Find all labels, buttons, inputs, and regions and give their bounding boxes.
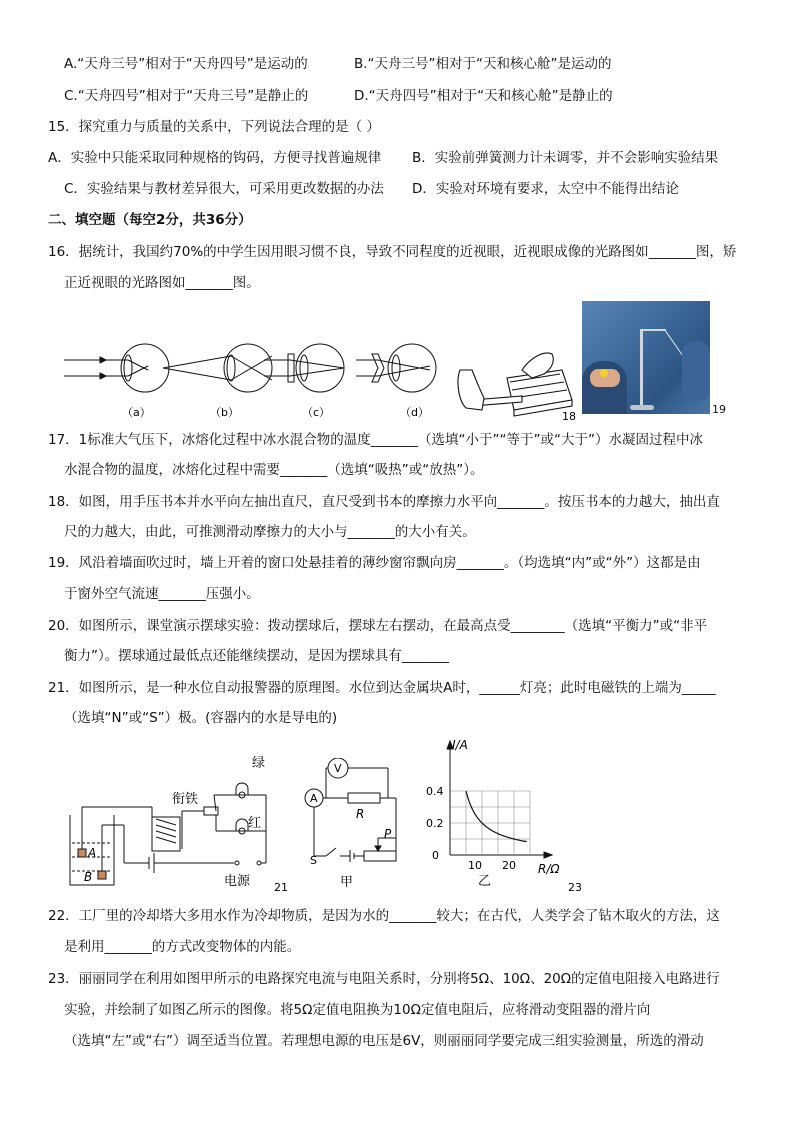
q23-line1: 23．丽丽同学在利用如图甲所示的电路探究电流与电阻关系时，分别将5Ω、10Ω、20Ω的定值电阻接入电路进行	[48, 971, 720, 987]
green-lamp-label: 绿	[252, 756, 266, 771]
q21-line2: （选填“N”或“S”）极。(容器内的水是导电的)	[64, 710, 338, 726]
graph-ylabel: I/A	[452, 738, 468, 752]
q17-line1: 17．1标准大气压下，冰熔化过程中冰水混合物的温度_______（选填“小于”“等于”或“大于”）水凝固过程中冰	[48, 432, 703, 448]
red-lamp-label: 红	[248, 816, 262, 831]
ytick-04: 0.4	[426, 785, 444, 798]
q19-line2: 于窗外空气流速_______压强小。	[64, 586, 260, 602]
q21-line1: 21．如图所示，是一种水位自动报警器的原理图。水位到达金属块A时，______灯亮；此时电磁铁的上端为_____	[48, 680, 716, 696]
fig-label-a: （a）	[122, 406, 151, 419]
xtick-10: 10	[468, 859, 482, 872]
fig21-number: 21	[274, 881, 288, 893]
fig23-number: 23	[568, 881, 582, 893]
q19-line1: 19．风沿着墙面吹过时，墙上开着的窗口处悬挂着的薄纱窗帘飘向房_______。（均选填“内”或“外”）这都是由	[48, 555, 701, 571]
q20-line2: 衡力”）。摆球通过最低点还能继续摆动，是因为摆球具有_______	[64, 648, 449, 664]
ammeter-label: A	[310, 792, 318, 805]
fig-label-d: （d）	[400, 406, 429, 419]
graph-yi-caption: 乙	[478, 874, 492, 889]
hand-book-ruler-figure	[452, 340, 587, 425]
water-alarm-figure	[64, 745, 294, 893]
graph-xlabel: R/Ω	[538, 862, 560, 876]
xtick-20: 20	[502, 859, 516, 872]
q22-line1: 22．工厂里的冷却塔大多用水作为冷却物质，是因为水的_______较大；在古代，人类学会了钻木取火的方法，这	[48, 908, 720, 924]
ytick-02: 0.2	[426, 817, 444, 830]
graph-yi-figure	[420, 735, 585, 893]
q16-line2: 正近视眼的光路图如_______图。	[64, 275, 260, 291]
ytick-0: 0	[432, 849, 439, 862]
q18-line1: 18．如图，用手压书本并水平向左抽出直尺，直尺受到书本的摩擦力水平向_______。按压书本的力越大，抽出直	[48, 494, 720, 510]
circuit-jia-figure	[296, 758, 406, 890]
q18-line2: 尺的力越大，由此，可推测滑动摩擦力的大小与_______的大小有关。	[64, 524, 476, 540]
q15-option-c: C．实验结果与教材差异很大，可采用更改数据的办法	[64, 181, 384, 197]
armature-label: 衔铁	[172, 792, 199, 807]
voltmeter-label: V	[334, 762, 342, 775]
slider-label: P	[384, 827, 392, 841]
pendulum-photo	[582, 301, 710, 414]
q15-option-d: D．实验对环境有要求，太空中不能得出结论	[412, 181, 679, 197]
q14-option-d: D.“天舟四号”相对于“天和核心舱”是静止的	[354, 88, 613, 104]
q23-line2: 实验，并绘制了如图乙所示的图像。将5Ω定值电阻换为10Ω定值电阻后，应将滑动变阻器的滑片向	[64, 1002, 651, 1018]
q15-option-b: B．实验前弹簧测力计未调零，并不会影响实验结果	[412, 150, 719, 166]
q14-option-c: C.“天舟四号”相对于“天舟三号”是静止的	[64, 88, 309, 104]
fig18-number: 18	[562, 410, 576, 423]
metal-b-label: B	[84, 870, 93, 884]
resistor-label: R	[356, 807, 365, 821]
fig-label-c: （c）	[302, 406, 331, 419]
q22-line2: 是利用_______的方式改变物体的内能。	[64, 939, 301, 955]
q16-line1: 16．据统计，我国约70%的中学生因用眼习惯不良，导致不同程度的近视眼，近视眼成像的光路图如_______图，矫	[48, 244, 737, 260]
eye-diagrams-figure	[60, 340, 450, 425]
switch-label: S	[310, 854, 317, 867]
q14-option-a: A.“天舟三号”相对于“天舟四号”是运动的	[64, 56, 308, 72]
fig-label-b: （b）	[210, 406, 239, 419]
q14-option-b: B.“天舟三号”相对于“天和核心舱”是运动的	[354, 56, 612, 72]
current-curve	[466, 791, 527, 842]
section-title: 二、填空题（每空2分，共36分）	[48, 212, 252, 228]
q15-option-a: A．实验中只能采取同种规格的钩码，方便寻找普遍规律	[48, 150, 382, 166]
q20-line1: 20．如图所示，课堂演示摆球实验：拨动摆球后，摆球左右摆动，在最高点受________（选填“平衡力”或“非平	[48, 618, 708, 634]
q17-line2: 水混合物的温度，冰熔化过程中需要_______（选填“吸热”或“放热”）。	[64, 462, 484, 478]
metal-a-label: A	[88, 846, 97, 860]
q15-stem: 15．探究重力与质量的关系中，下列说法合理的是（ ）	[48, 119, 380, 135]
fig19-number: 19	[712, 403, 726, 416]
q23-line3: （选填“左”或“右”）调至适当位置。若理想电源的电压是6V，则丽丽同学要完成三组实验测量，所选的滑动	[64, 1033, 704, 1049]
circuit-jia-caption: 甲	[340, 875, 354, 890]
power-label: 电源	[224, 874, 251, 889]
